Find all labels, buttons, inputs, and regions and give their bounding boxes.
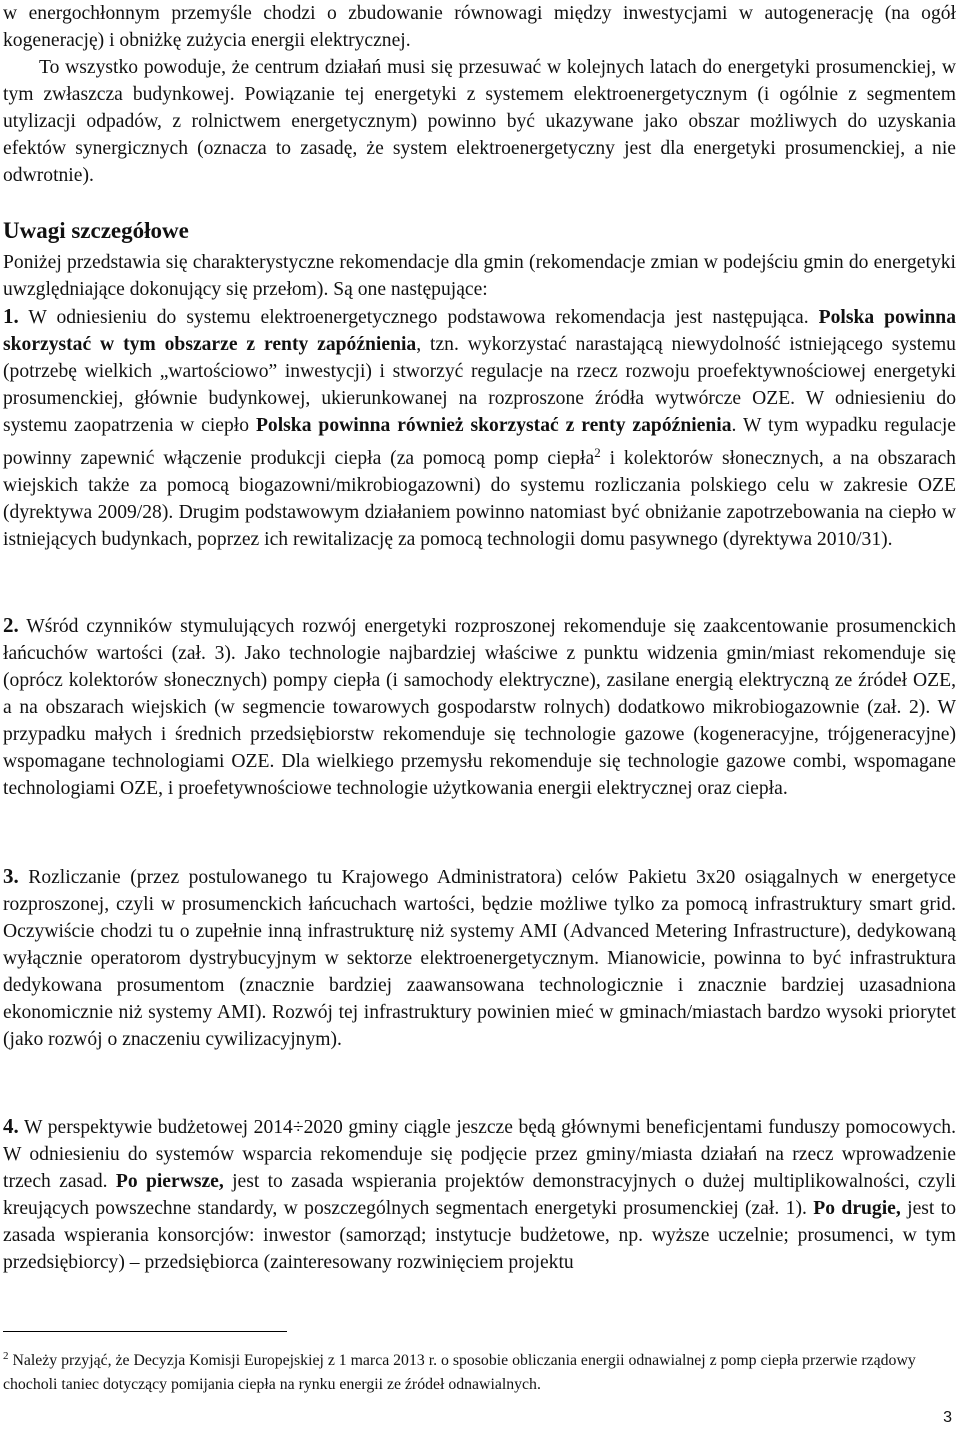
page-number: 3 [943,1409,952,1426]
item1-bold-b: Polska powinna również skorzystać z renty zapóźnienia [255,415,732,436]
paragraph-prosumer-text: To wszystko powoduje, że centrum działań musi się przesuwać w kolejnych latach do energetyki prosumenckiej, w tym zwłaszcza budynkowej. Powiązanie tej energetyki z systemem elektroenergetycznym (i ogólnie z segmentem utylizacji odpadów, z rolnictwem energetycznym) powinno być ukazywane jako obszar możliwych do uzyskania efektów synergicznych (oznacza to zasadę, że system elektroenergetyczny jest dla energetyki prosumenckiej, a nie odwrotnie). [3,57,956,186]
section-heading: Uwagi szczegółowe [3,218,189,243]
item-number-2: 2. [3,613,19,637]
item1-text-a: W odniesieniu do systemu elektroenergetycznego podstawowa rekomendacja jest następująca. [28,307,809,328]
paragraph-continued [3,0,956,54]
item-number-4: 4. [3,1114,19,1138]
item4-bold-b: Po drugie, [813,1198,901,1219]
footnote-ref: 2 [594,445,601,460]
recommendation-2 [3,612,956,802]
paragraph-continued-text: w energochłonnym przemyśle chodzi o zbudowanie równowagi między inwestycjami w autogenerację (na ogół kogenerację) i obniżkę zużycia energii elektrycznej. [3,3,956,51]
intro-paragraph [3,249,956,303]
footnote-marker: 2 [3,1350,9,1362]
item1-text-d: i kolektorów słonecznych, a na obszarach wiejskich także za pomocą biogazowni/mikrobiogazowni) do systemu rozliczania polskiego celu w zakresie OZE (dyrektywa 2009/28). Drugim podstawowym działaniem powinno natomiast być obniżanie zapotrzebowania na ciepło w istniejących budynkach, poprzez ich rewitalizację za pomocą technologii domu pasywnego (dyrektywa 2010/31). [3,448,956,550]
item1-text-c: . W tym wypadku regulacje powinny zapewnić włączenie produkcji ciepła (za pomocą pomp ciepła [3,415,957,469]
recommendation-3 [3,863,956,1053]
item4-bold-a: Po pierwsze, [115,1171,224,1192]
footnote-separator [3,1331,287,1332]
item1-bold-a: Polska powinna skorzystać w tym obszarze z renty zapóźnienia [3,307,956,355]
footnote [3,1344,956,1397]
item4-text-c: jest to zasada wspierania konsorcjów: inwestor (samorząd; instytucje budżetowe, np. wyższe uczelnie; prosumenci, w tym przedsiębiorcy) – przedsiębiorca (zainteresowany rozwinięciem projektu [3,1198,956,1273]
recommendation-1 [3,303,956,553]
item-number-3: 3. [3,864,19,888]
item3-text: Rozliczanie (przez postulowanego tu Krajowego Administratora) celów Pakietu 3x20 osiągalnych w energetyce rozproszonej, czyli w prosumenckich łańcuchach wartości, będzie możliwe tylko za pomocą infrastruktury smart grid. Oczywiście chodzi tu o zupełnie inną infrastrukturę niż systemy AMI (Advanced Metering Infrastructure), dedykowaną wyłącznie operatorom dystrybucyjnym w sektorze elektroenergetycznym. Mianowicie, powinna to być infrastruktura dedykowana prosumentom (znacznie bardziej zaawansowana technologicznie i znacznie bardziej uzasadniona ekonomicznie niż systemy AMI). Rozwój tej infrastruktury powinien mieć w gminach/miastach bardzo wysoki priorytet (jako rozwój o znaczeniu cywilizacyjnym). [3,867,956,1050]
item2-text: Wśród czynników stymulujących rozwój energetyki rozproszonej rekomenduje się zaakcentowanie prosumenckich łańcuchów wartości (zał. 3). Jako technologie najbardziej właściwe z punktu widzenia gmin/miast rekomenduje się (oprócz kolektorów słonecznych) pompy ciepła (i samochody elektryczne), zasilane energią elektryczną ze źródeł OZE, a na obszarach wiejskich (w segmencie towarowych gospodarstw rolnych) dodatkowo mikrobiogazownie (zał. 2). W przypadku małych i średnich przedsiębiorstw rekomenduje się technologie gazowe (kogeneracyjne, trójgeneracyjne) wspomagane technologiami OZE. Dla wielkiego przemysłu rekomenduje się technologie gazowe combi, wspomagane technologiami OZE, i proefetywnościowe technologie użytkowania energii elektrycznej oraz ciepła. [3,616,956,799]
intro-text: Poniżej przedstawia się charakterystyczne rekomendacje dla gmin (rekomendacje zmian w podejściu gmin do energetyki uwzględniające dokonujący się przełom). Są one następujące: [3,252,956,300]
item4-text-a: W perspektywie budżetowej 2014÷2020 gminy ciągle jeszcze będą głównymi beneficjentami funduszy pomocowych. W odniesieniu do systemów wsparcia rekomenduje się podjęcie przez gminy/miasta działań na rzecz wprowadzenie trzech zasad. [3,1117,956,1192]
paragraph-prosumer [3,54,956,189]
item-number-1: 1. [3,304,19,328]
item1-text-b: , tzn. wykorzystać narastającą niewydolność istniejącego systemu (potrzebę wielkich „wartościowo” inwestycji) i stworzyć regulacje na rzecz rozwoju proefektywnościowej energetyki prosumenckiej, głównie budynkowej, ukierunkowanej na rozproszone źródła wytwórcze OZE. W odniesieniu do systemu zaopatrzenia w ciepło [3,334,956,436]
footnote-text: Należy przyjąć, że Decyzja Komisji Europejskiej z 1 marca 2013 r. o sposobie obliczania energii odnawialnej z pomp ciepła przerwie rządowy chocholi taniec dotyczący pomijania ciepła na rynku energii ze źródeł odnawialnych. [3,1352,916,1393]
recommendation-4 [3,1113,956,1276]
item4-text-b: jest to zasada wspierania projektów demonstracyjnych o dużej multiplikowalności, czyli kreujących powszechne standardy, w poszczególnych segmentach energetyki prosumenckiej (zał. 1). [3,1171,956,1219]
